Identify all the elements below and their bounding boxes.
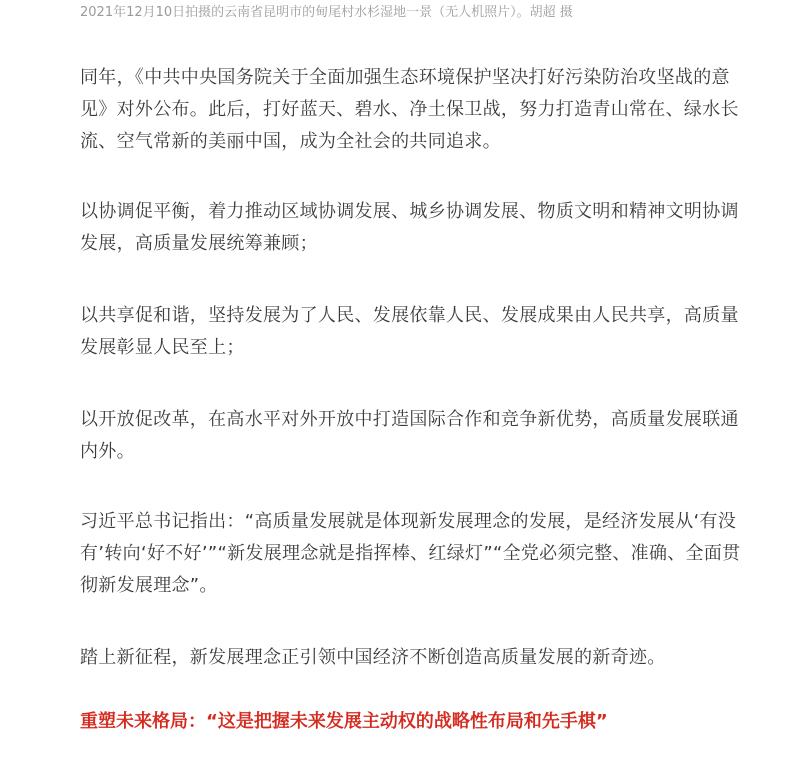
section-subheading: 重塑未来格局：“这是把握未来发展主动权的战略性布局和先手棋” xyxy=(80,711,608,732)
paragraph-openness: 以开放促改革，在高水平对外开放中打造国际合作和竞争新优势，高质量发展联通内外。 xyxy=(80,409,739,462)
paragraph-new-journey: 踏上新征程，新发展理念正引领中国经济不断创造高质量发展的新奇迹。 xyxy=(80,647,666,668)
paragraph-quote: 习近平总书记指出：“高质量发展就是体现新发展理念的发展，是经济发展从‘有没有’转向‘好不好’”“新发展理念就是指挥棒、红绿灯”“全党必须完整、准确、全面贯彻新发展理念”。 xyxy=(80,511,741,596)
photo-caption: 2021年12月10日拍摄的云南省昆明市的甸尾村水杉湿地一景（无人机照片）。胡超 摄 xyxy=(80,5,573,20)
paragraph-coordination: 以协调促平衡，着力推动区域协调发展、城乡协调发展、物质文明和精神文明协调发展，高质量发展统筹兼顾； xyxy=(80,201,739,254)
paragraph-sharing: 以共享促和谐，坚持发展为了人民、发展依靠人民、发展成果由人民共享，高质量发展彰显人民至上； xyxy=(80,305,739,358)
paragraph-ecology-opinion: 同年，《中共中央国务院关于全面加强生态环境保护坚决打好污染防治攻坚战的意见》对外公布。此后，打好蓝天、碧水、净土保卫战，努力打造青山常在、绿水长流、空气常新的美丽中国，成为全社会的共同追求。 xyxy=(80,67,739,152)
